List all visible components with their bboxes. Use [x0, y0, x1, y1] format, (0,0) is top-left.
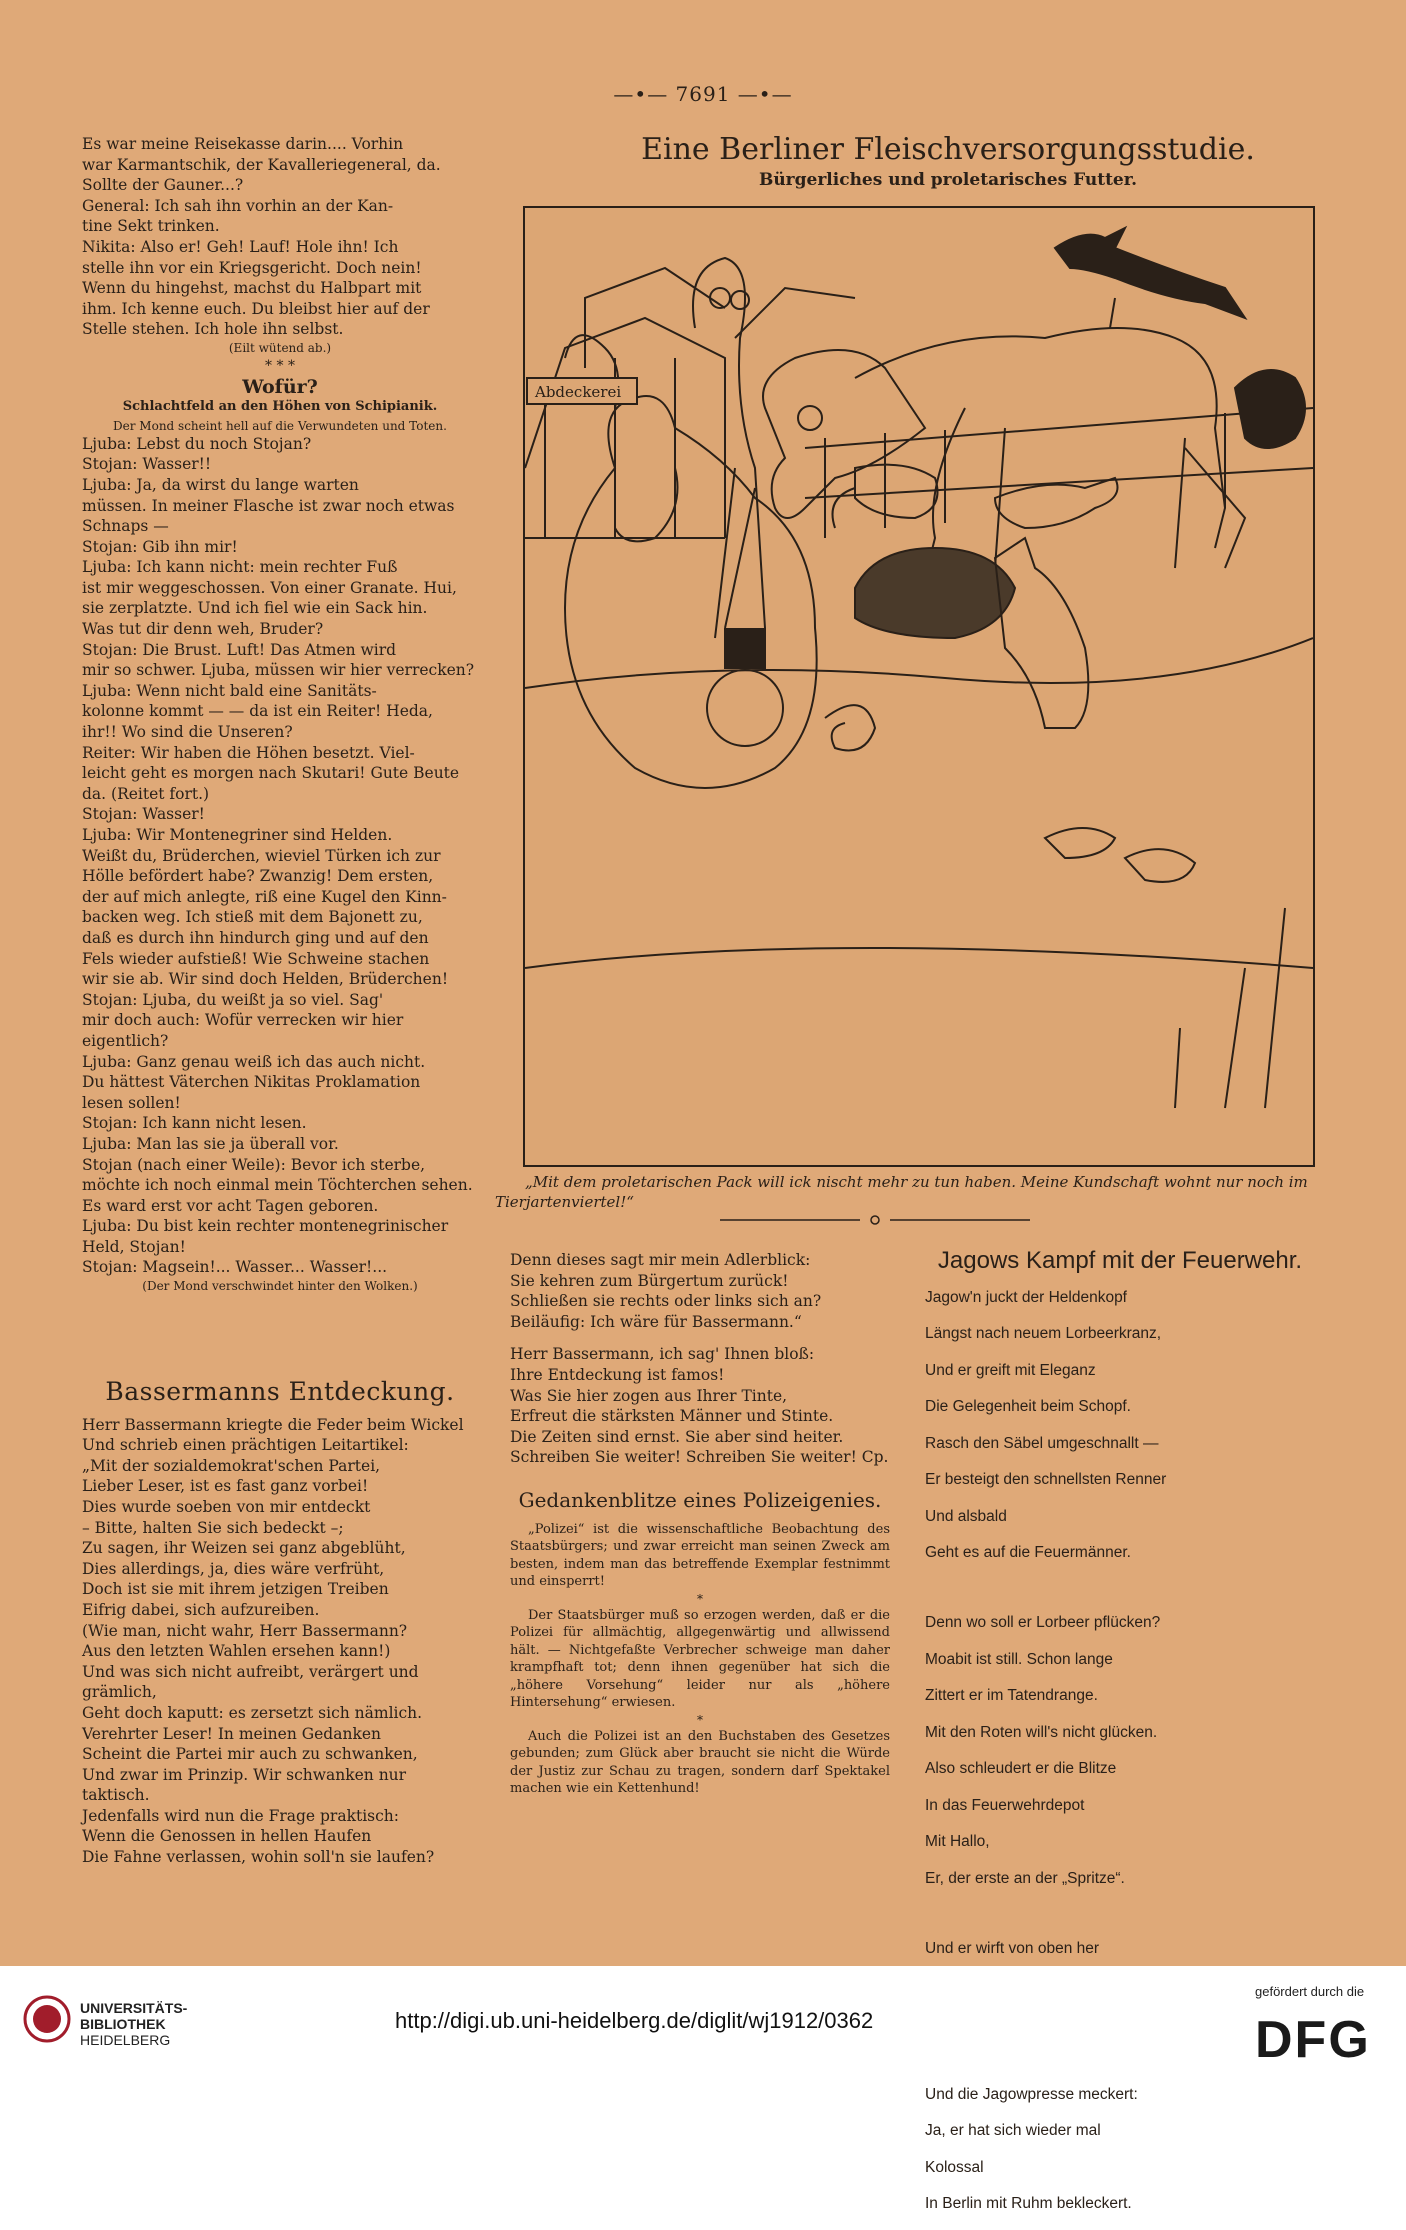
text-line: Die Gelegenheit beim Schopf.: [925, 1398, 1131, 1415]
text-line: Ihre Entdeckung ist famos!: [510, 1365, 725, 1384]
text-line: Stojan: Ljuba, du weißt ja so viel. Sag': [82, 990, 384, 1009]
page-number: —•— 7691 —•—: [613, 82, 793, 106]
text-line: Stojan: Magsein!... Wasser... Wasser!...: [82, 1258, 388, 1277]
text-line: Erfreut die stärksten Männer und Stinte.: [510, 1407, 834, 1426]
text-line: Verehrter Leser! In meinen Gedanken: [82, 1724, 381, 1743]
text-line: Die Fahne verlassen, wohin soll'n sie laufen?: [82, 1848, 435, 1867]
institution-name: UNIVERSITÄTS- BIBLIOTHEK HEIDELBERG: [80, 2000, 188, 2048]
text-line: stelle ihn vor ein Kriegsgericht. Doch nein!: [82, 258, 422, 277]
text-line: Dies allerdings, ja, dies wäre verfrüht,: [82, 1559, 385, 1578]
text-line: Scheint die Partei mir auch zu schwanken,: [82, 1745, 418, 1764]
text-line: ist mir weggeschossen. Von einer Granate. Hui,: [82, 578, 457, 597]
text-line: Wenn die Genossen in hellen Haufen: [82, 1827, 372, 1846]
pig-body: [565, 396, 817, 788]
text-line: Stojan (nach einer Weile): Bevor ich sterbe,: [82, 1155, 426, 1174]
gedankenblitze-title: Gedankenblitze eines Polizeigenies.: [518, 1487, 882, 1512]
text-line: Schließen sie rechts oder links sich an?: [510, 1292, 822, 1311]
funded-by-label: gefördert durch die: [1255, 1984, 1365, 1999]
text-line: der auf mich anlegte, riß eine Kugel den Kinn-: [82, 887, 447, 906]
text-line: Es ward erst vor acht Tagen geboren.: [82, 1196, 379, 1215]
text-line: Denn wo soll er Lorbeer pflücken?: [925, 1614, 1161, 1631]
text-line: Denn dieses sagt mir mein Adlerblick:: [510, 1251, 811, 1269]
bassermann-continued: [510, 1250, 890, 1332]
text-line: Stojan: Wasser!: [82, 805, 205, 824]
text-line: Und alsbald: [925, 1507, 1007, 1525]
text-line: Held, Stojan!: [82, 1237, 186, 1256]
text-line: Stojan: Wasser!!: [82, 455, 212, 474]
text-line: müssen. In meiner Flasche ist zwar noch etwas: [82, 496, 455, 515]
text-line: Moabit ist still. Schon lange: [925, 1650, 1113, 1668]
text-line: Fels wieder aufstieß! Wie Schweine stachen: [82, 949, 430, 968]
text-line: In das Feuerwehrdepot: [925, 1796, 1085, 1814]
dfg-logo: DFG: [1255, 2011, 1371, 2069]
wofuer-dialog: [82, 434, 478, 1278]
illustration-subtitle: Bürgerliches und proletarisches Futter.: [758, 170, 1138, 190]
text-line: Jagow'n juckt der Heldenkopf: [925, 1288, 1127, 1306]
text-line: Schreiben Sie weiter! Schreiben Sie weiter! Cp.: [510, 1448, 889, 1467]
jagow-title: Jagows Kampf mit der Feuerwehr.: [937, 1247, 1303, 1274]
separator-star: *: [697, 1591, 703, 1606]
separator-star: *: [697, 1712, 703, 1727]
text-line: da. (Reitet fort.): [82, 784, 210, 803]
section-rule: [720, 1214, 1030, 1226]
house-outline: [525, 318, 725, 538]
text-line: Dies wurde soeben von mir entdeckt: [82, 1497, 371, 1516]
text-line: mir doch auch: Wofür verrecken wir hier: [82, 1011, 404, 1030]
illustration-title: Eine Berliner Fleischversorgungsstudie.: [641, 132, 1255, 167]
text-line: Die Zeiten sind ernst. Sie aber sind heiter.: [510, 1427, 844, 1446]
text-line: Zittert er im Tatendrange.: [925, 1687, 1098, 1704]
text-line: Eifrig dabei, sich aufzureiben.: [82, 1600, 320, 1619]
text-line: leicht geht es morgen nach Skutari! Gute Beute: [82, 764, 460, 783]
text-line: Doch ist sie mit ihrem jetzigen Treiben: [82, 1580, 389, 1599]
text-line: Und er wirft von oben her: [925, 1939, 1100, 1957]
text-line: Stelle stehen. Ich hole ihn selbst.: [82, 320, 344, 339]
text-line: „Mit der sozialdemokrat'schen Partei,: [82, 1456, 381, 1475]
text-line: sie zerplatzte. Und ich fiel wie ein Sack hin.: [82, 599, 428, 618]
text-line: Was tut dir denn weh, Bruder?: [82, 620, 324, 639]
footer-bar: [0, 1966, 1406, 2076]
text-line: Ljuba: Ich kann nicht: mein rechter Fuß: [82, 558, 398, 577]
text-line: Herr Bassermann, ich sag' Ihnen bloß:: [510, 1345, 815, 1364]
text-line: Du hättest Väterchen Nikitas Proklamation: [82, 1073, 421, 1092]
text-line: Es war meine Reisekasse darin.... Vorhin: [82, 135, 404, 153]
text-line: Was Sie hier zogen aus Ihrer Tinte,: [510, 1386, 788, 1405]
text-line: In Berlin mit Ruhm bekleckert.: [925, 2195, 1132, 2212]
abdeckerei-sign: Abdeckerei: [535, 383, 622, 401]
text-line: Also schleudert er die Blitze: [925, 1760, 1117, 1777]
text-line: Er besteigt den schnellsten Renner: [925, 1471, 1167, 1488]
text-line: Und er greift mit Eleganz: [925, 1361, 1096, 1379]
gedankenblitze-para-3: Auch die Polizei ist an den Buchstaben des Gesetzes gebunden; zum Glück aber braucht sie nicht die Würde der Justiz zur Schau zu tragen, sondern darf Spektakel machen wie ein Kettenhund!: [510, 1728, 890, 1797]
text-line: Und die Jagowpresse meckert:: [925, 2085, 1138, 2103]
illustration-caption: „Mit dem proletarischen Pack will ick nischt mehr zu tun haben. Meine Kundschaft wohnt nur noch im Tierjartenviertel!“: [495, 1173, 1308, 1211]
text-line: lesen sollen!: [82, 1093, 181, 1112]
text-line: Mit Hallo,: [925, 1833, 990, 1850]
text-line: eigentlich?: [82, 1031, 169, 1050]
text-line: Herr Bassermann kriegte die Feder beim Wickel: [82, 1415, 464, 1434]
text-line: backen weg. Ich stieß mit dem Bajonett zu,: [82, 908, 423, 927]
text-line: Geht doch kaputt: es zersetzt sich nämlich.: [82, 1703, 423, 1722]
text-line: Rasch den Säbel umgeschnallt —: [925, 1434, 1159, 1452]
text-line: Beiläufig: Ich wäre für Bassermann.“: [510, 1312, 802, 1331]
text-line: mir so schwer. Ljuba, müssen wir hier verrecken?: [82, 661, 475, 680]
cartoon-illustration: [523, 206, 1315, 1167]
text-line: Und schrieb einen prächtigen Leitartikel:: [82, 1436, 409, 1455]
text-line: Lieber Leser, ist es fast ganz vorbei!: [82, 1477, 369, 1496]
jagow-stanza-1: [925, 1287, 1315, 1564]
wofuer-end-note: (Der Mond verschwindet hinter den Wolken.): [142, 1279, 418, 1294]
middle-column: [510, 1250, 890, 1798]
text-line: Und was sich nicht aufreibt, verärgert und grämlich,: [82, 1662, 419, 1702]
jagow-poem: [925, 1247, 1315, 2230]
text-line: Ljuba: Ja, da wirst du lange warten: [82, 475, 359, 494]
cartoon-drawing: [525, 208, 1313, 1165]
text-line: tine Sekt trinken.: [82, 217, 220, 236]
text-line: General: Ich sah ihn vorhin an der Kan-: [82, 196, 394, 215]
wofuer-title: Wofür?: [242, 375, 318, 398]
text-line: Ljuba: Man las sie ja überall vor.: [82, 1134, 339, 1153]
text-line: Ljuba: Lebst du noch Stojan?: [82, 434, 312, 453]
text-line: Ljuba: Ganz genau weiß ich das auch nicht.: [82, 1052, 426, 1071]
text-line: Sollte der Gauner...?: [82, 176, 244, 195]
exit-note: (Eilt wütend ab.): [228, 340, 332, 355]
text-line: Stojan: Die Brust. Luft! Das Atmen wird: [82, 640, 397, 659]
text-line: Jedenfalls wird nun die Frage praktisch:: [82, 1806, 399, 1825]
text-line: Ljuba: Wir Montenegriner sind Helden.: [82, 826, 393, 844]
text-line: Und zwar im Prinzip. Wir schwanken nur taktisch.: [82, 1765, 407, 1805]
text-line: Hölle befördert habe? Zwanzig! Dem ersten,: [82, 867, 434, 886]
text-line: daß es durch ihn hindurch ging und auf den: [82, 928, 429, 947]
text-line: Nikita: Also er! Geh! Lauf! Hole ihn! Ich: [82, 237, 399, 256]
wofuer-stage-direction: Der Mond scheint hell auf die Verwundeten und Toten.: [113, 418, 447, 433]
text-line: ihr!! Wo sind die Unseren?: [82, 723, 293, 742]
gedankenblitze-para-2: Der Staatsbürger muß so erzogen werden, daß er die Polizei für allmächtig, allgegenwärtig und allwissend hält. — Nichtgefaßte Verbrecher schweige man daher krampfhaft tot; denn ihnen gegenüber hat sich die „höhere Vorsehung“ leider nur als „höhere Hintersehung“ erwiesen.: [510, 1607, 890, 1711]
bassermann-poem: [82, 1377, 478, 1868]
text-line: möchte ich noch einmal mein Töchterchen sehen.: [82, 1176, 473, 1195]
text-line: Wenn du hingehst, machst du Halbpart mit: [82, 279, 422, 298]
text-line: ihm. Ich kenne euch. Du bleibst hier auf der: [82, 299, 430, 318]
text-line: – Bitte, halten Sie sich bedeckt –;: [82, 1518, 344, 1537]
section-break: * * *: [265, 357, 295, 374]
text-line: Ljuba: Du bist kein rechter montenegrinischer: [82, 1217, 449, 1236]
bassermann-title: Bassermanns Entdeckung.: [105, 1377, 455, 1406]
text-line: Kolossal: [925, 2158, 984, 2176]
text-line: Weißt du, Brüderchen, wieviel Türken ich zur: [82, 846, 441, 865]
text-line: Längst nach neuem Lorbeerkranz,: [925, 1325, 1162, 1342]
text-line: kolonne kommt — — da ist ein Reiter! Heda,: [82, 702, 433, 721]
text-line: Zu sagen, ihr Weizen sei ganz abgeblüht,: [82, 1539, 406, 1558]
text-line: Mit den Roten will's nicht glücken.: [925, 1723, 1158, 1741]
text-line: Reiter: Wir haben die Höhen besetzt. Viel-: [82, 743, 415, 762]
text-line: Er, der erste an der „Spritze“.: [925, 1869, 1125, 1887]
text-line: Sie kehren zum Bürgertum zurück!: [510, 1271, 789, 1290]
text-line: Aus den letzten Wahlen ersehen kann!): [82, 1642, 391, 1661]
university-seal-icon: [22, 1994, 72, 2044]
text-line: Stojan: Ich kann nicht lesen.: [82, 1114, 307, 1133]
bassermann-lines: [82, 1415, 478, 1868]
bassermann-stanza2: [510, 1344, 890, 1468]
jagow-stanza-2: [925, 1612, 1315, 1889]
text-line: wir sie ab. Wir sind doch Helden, Brüderchen!: [82, 970, 449, 989]
wofuer-subtitle: Schlachtfeld an den Höhen von Schipianik.: [122, 399, 438, 415]
text-line: Ljuba: Wenn nicht bald eine Sanitäts-: [82, 681, 377, 700]
text-line: Stojan: Gib ihn mir!: [82, 537, 238, 556]
text-line: Geht es auf die Feuermänner.: [925, 1544, 1131, 1561]
text-line: Ja, er hat sich wieder mal: [925, 2122, 1101, 2139]
gedankenblitze-para-1: „Polizei“ ist die wissenschaftliche Beobachtung des Staatsbürgers; und zwar erreicht man seinen Zweck am besten, indem man das betreffende Exemplar festnimmt und einsperrt!: [510, 1521, 890, 1590]
text-line: Schnaps —: [82, 517, 169, 536]
intro-text: [82, 134, 478, 340]
text-line: (Wie man, nicht wahr, Herr Bassermann?: [82, 1621, 408, 1640]
text-line: war Karmantschik, der Kavalleriegeneral, da.: [82, 155, 441, 174]
left-column: [82, 134, 478, 1294]
source-url-link[interactable]: http://digi.ub.uni-heidelberg.de/diglit/wj1912/0362: [395, 2008, 874, 2033]
